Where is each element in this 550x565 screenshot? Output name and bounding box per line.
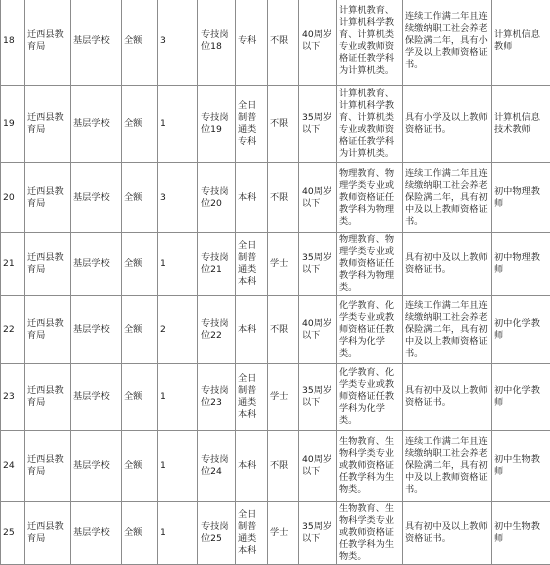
table-row: [1, 502, 550, 565]
remark-cell: 初中生物教师: [492, 431, 550, 502]
age-limit-cell: 40周岁以下: [299, 431, 337, 502]
funding-cell: 全额: [122, 364, 158, 431]
age-limit-cell: 35周岁以下: [299, 86, 337, 163]
funding-cell: 全额: [122, 502, 158, 565]
headcount-cell: 1: [158, 431, 198, 502]
department-cell: 迁西县教育局: [25, 86, 71, 163]
table-row: [1, 86, 550, 163]
remark-cell: 初中物理教师: [492, 233, 550, 296]
degree-cell: 不限: [268, 431, 299, 502]
headcount-cell: 3: [158, 163, 198, 233]
major-requirement-cell: 计算机教育、计算机科学教育、计算机类专业或教师资格证任教学科为计算机类。: [337, 0, 403, 86]
major-requirement-cell: 物理教育、物理学类专业或教师资格证任教学科为物理类。: [337, 163, 403, 233]
education-cell: 本科: [236, 431, 268, 502]
degree-cell: 不限: [268, 86, 299, 163]
funding-cell: 全额: [122, 296, 158, 364]
age-limit-cell: 35周岁以下: [299, 364, 337, 431]
position-cell: 专技岗位25: [198, 502, 236, 565]
unit-cell: 基层学校: [71, 86, 122, 163]
remark-cell: 初中化学教师: [492, 296, 550, 364]
position-cell: 专技岗位18: [198, 0, 236, 86]
department-cell: 迁西县教育局: [25, 364, 71, 431]
unit-cell: 基层学校: [71, 502, 122, 565]
row-number: 21: [1, 233, 25, 296]
department-cell: 迁西县教育局: [25, 431, 71, 502]
row-number: 20: [1, 163, 25, 233]
other-requirement-cell: 具有初中及以上教师资格证书。: [403, 364, 492, 431]
row-number: 23: [1, 364, 25, 431]
other-requirement-cell: 连续工作满二年且连续缴纳职工社会养老保险满二年，具有小学及以上教师资格证书。: [403, 0, 492, 86]
table-body: [1, 0, 550, 565]
row-number: 25: [1, 502, 25, 565]
age-limit-cell: 40周岁以下: [299, 0, 337, 86]
major-requirement-cell: 化学教育、化学类专业或教师资格证任教学科为化学类。: [337, 296, 403, 364]
education-cell: 全日制普通类本科: [236, 233, 268, 296]
department-cell: 迁西县教育局: [25, 296, 71, 364]
unit-cell: 基层学校: [71, 296, 122, 364]
age-limit-cell: 35周岁以下: [299, 502, 337, 565]
funding-cell: 全额: [122, 233, 158, 296]
degree-cell: 学士: [268, 364, 299, 431]
age-limit-cell: 35周岁以下: [299, 233, 337, 296]
degree-cell: 不限: [268, 296, 299, 364]
education-cell: 全日制普通类专科: [236, 86, 268, 163]
remark-cell: 计算机信息教师: [492, 0, 550, 86]
position-cell: 专技岗位21: [198, 233, 236, 296]
row-number: 22: [1, 296, 25, 364]
headcount-cell: 1: [158, 86, 198, 163]
remark-cell: 初中生物教师: [492, 502, 550, 565]
table-row: [1, 163, 550, 233]
headcount-cell: 2: [158, 296, 198, 364]
headcount-cell: 1: [158, 233, 198, 296]
headcount-cell: 1: [158, 502, 198, 565]
table-row: [1, 0, 550, 86]
unit-cell: 基层学校: [71, 431, 122, 502]
position-cell: 专技岗位19: [198, 86, 236, 163]
other-requirement-cell: 连续工作满二年且连续缴纳职工社会养老保险满二年，具有初中及以上教师资格证书。: [403, 431, 492, 502]
unit-cell: 基层学校: [71, 233, 122, 296]
remark-cell: 初中物理教师: [492, 163, 550, 233]
row-number: 24: [1, 431, 25, 502]
other-requirement-cell: 连续工作满二年且连续缴纳职工社会养老保险满二年，具有初中及以上教师资格证书。: [403, 163, 492, 233]
age-limit-cell: 40周岁以下: [299, 163, 337, 233]
remark-cell: 计算机信息技术教师: [492, 86, 550, 163]
table-row: [1, 431, 550, 502]
row-number: 19: [1, 86, 25, 163]
education-cell: 专科: [236, 0, 268, 86]
headcount-cell: 1: [158, 364, 198, 431]
headcount-cell: 3: [158, 0, 198, 86]
department-cell: 迁西县教育局: [25, 163, 71, 233]
table-row: [1, 296, 550, 364]
unit-cell: 基层学校: [71, 364, 122, 431]
major-requirement-cell: 生物教育、生物科学类专业或教师资格证任教学科为生物类。: [337, 502, 403, 565]
other-requirement-cell: 具有小学及以上教师资格证书。: [403, 86, 492, 163]
major-requirement-cell: 生物教育、生物科学类专业或教师资格证任教学科为生物类。: [337, 431, 403, 502]
department-cell: 迁西县教育局: [25, 502, 71, 565]
remark-cell: 初中化学教师: [492, 364, 550, 431]
position-cell: 专技岗位23: [198, 364, 236, 431]
table-row: [1, 233, 550, 296]
education-cell: 本科: [236, 296, 268, 364]
table-row: [1, 364, 550, 431]
degree-cell: 不限: [268, 163, 299, 233]
education-cell: 本科: [236, 163, 268, 233]
degree-cell: 不限: [268, 0, 299, 86]
degree-cell: 学士: [268, 233, 299, 296]
position-cell: 专技岗位24: [198, 431, 236, 502]
funding-cell: 全额: [122, 0, 158, 86]
major-requirement-cell: 化学教育、化学类专业或教师资格证任教学科为化学类。: [337, 364, 403, 431]
department-cell: 迁西县教育局: [25, 0, 71, 86]
other-requirement-cell: 具有初中及以上教师资格证书。: [403, 233, 492, 296]
funding-cell: 全额: [122, 431, 158, 502]
row-number: 18: [1, 0, 25, 86]
unit-cell: 基层学校: [71, 0, 122, 86]
funding-cell: 全额: [122, 86, 158, 163]
age-limit-cell: 40周岁以下: [299, 296, 337, 364]
other-requirement-cell: 具有初中及以上教师资格证书。: [403, 502, 492, 565]
position-cell: 专技岗位22: [198, 296, 236, 364]
department-cell: 迁西县教育局: [25, 233, 71, 296]
education-cell: 全日制普通类本科: [236, 502, 268, 565]
unit-cell: 基层学校: [71, 163, 122, 233]
major-requirement-cell: 计算机教育、计算机科学教育、计算机类专业或教师资格证任教学科为计算机类。: [337, 86, 403, 163]
major-requirement-cell: 物理教育、物理学类专业或教师资格证任教学科为物理类。: [337, 233, 403, 296]
other-requirement-cell: 连续工作满二年且连续缴纳职工社会养老保险满二年，具有初中及以上教师资格证书。: [403, 296, 492, 364]
education-cell: 全日制普通类本科: [236, 364, 268, 431]
funding-cell: 全额: [122, 163, 158, 233]
degree-cell: 学士: [268, 502, 299, 565]
position-cell: 专技岗位20: [198, 163, 236, 233]
